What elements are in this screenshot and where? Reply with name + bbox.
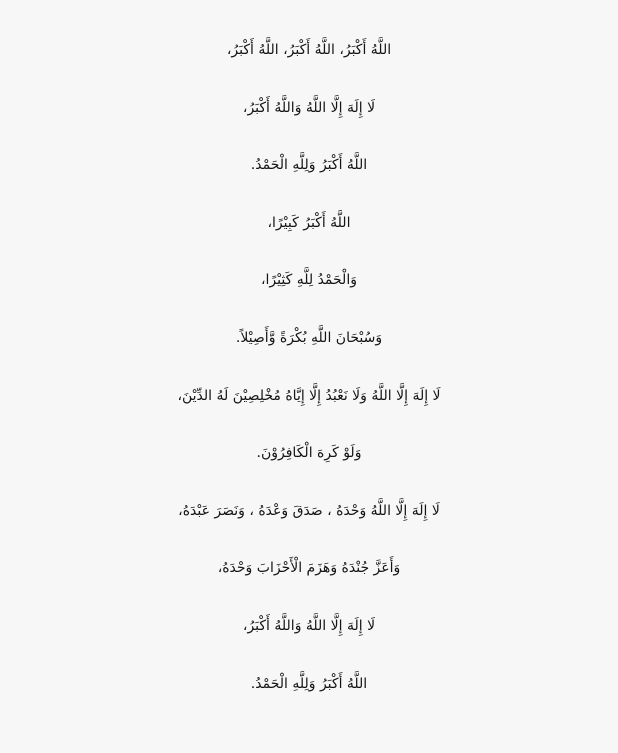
text-line-10: وَأَعَزَّ جُنْدَهُ وَهَزَمَ الْأَحْزَابَ وَحْدَهُ، [217,560,401,577]
text-line-4: اللَّهُ أَكْبَرُ كَبِيْرًا، [267,214,351,231]
text-line-3: اللَّهُ أَكْبَرُ وَلِلَّهِ الْحَمْدُ. [250,157,368,174]
text-line-6: وَسُبْحَانَ اللَّهِ بُكْرَةً وَّأَصِيْلاً. [235,329,383,346]
text-line-2: لَا إِلَهَ إِلَّا اللَّهُ وَاللَّهُ أَكْبَرُ، [242,99,376,116]
text-line-9: لَا إِلَهَ إِلَّا اللَّهُ وَحْدَهُ ، صَدَقَ وَعْدَهُ ، وَنَصَرَ عَبْدَهُ، [178,502,440,519]
takbir-text [0,22,618,713]
text-line-11: لَا إِلَهَ إِلَّا اللَّهُ وَاللَّهُ أَكْبَرُ، [242,617,376,634]
text-line-7: لَا إِلَهَ إِلَّا اللَّهُ وَلَا نَعْبُدُ إِلَّا إِيَّاهُ مُخْلِصِيْنَ لَهُ الدِّيْنَ، [177,387,441,404]
text-line-5: وَالْحَمْدُ لِلَّهِ كَثِيْرًا، [261,272,357,289]
text-line-12: اللَّهُ أَكْبَرُ وَلِلَّهِ الْحَمْدُ. [250,675,368,692]
text-line-1: اللَّهُ أَكْبَرُ، اللَّهُ أَكْبَرُ، اللَّهُ أَكْبَرُ، [226,42,392,58]
text-line-8: وَلَوْ كَرِهَ الْكَافِرُوْنَ. [256,445,362,462]
